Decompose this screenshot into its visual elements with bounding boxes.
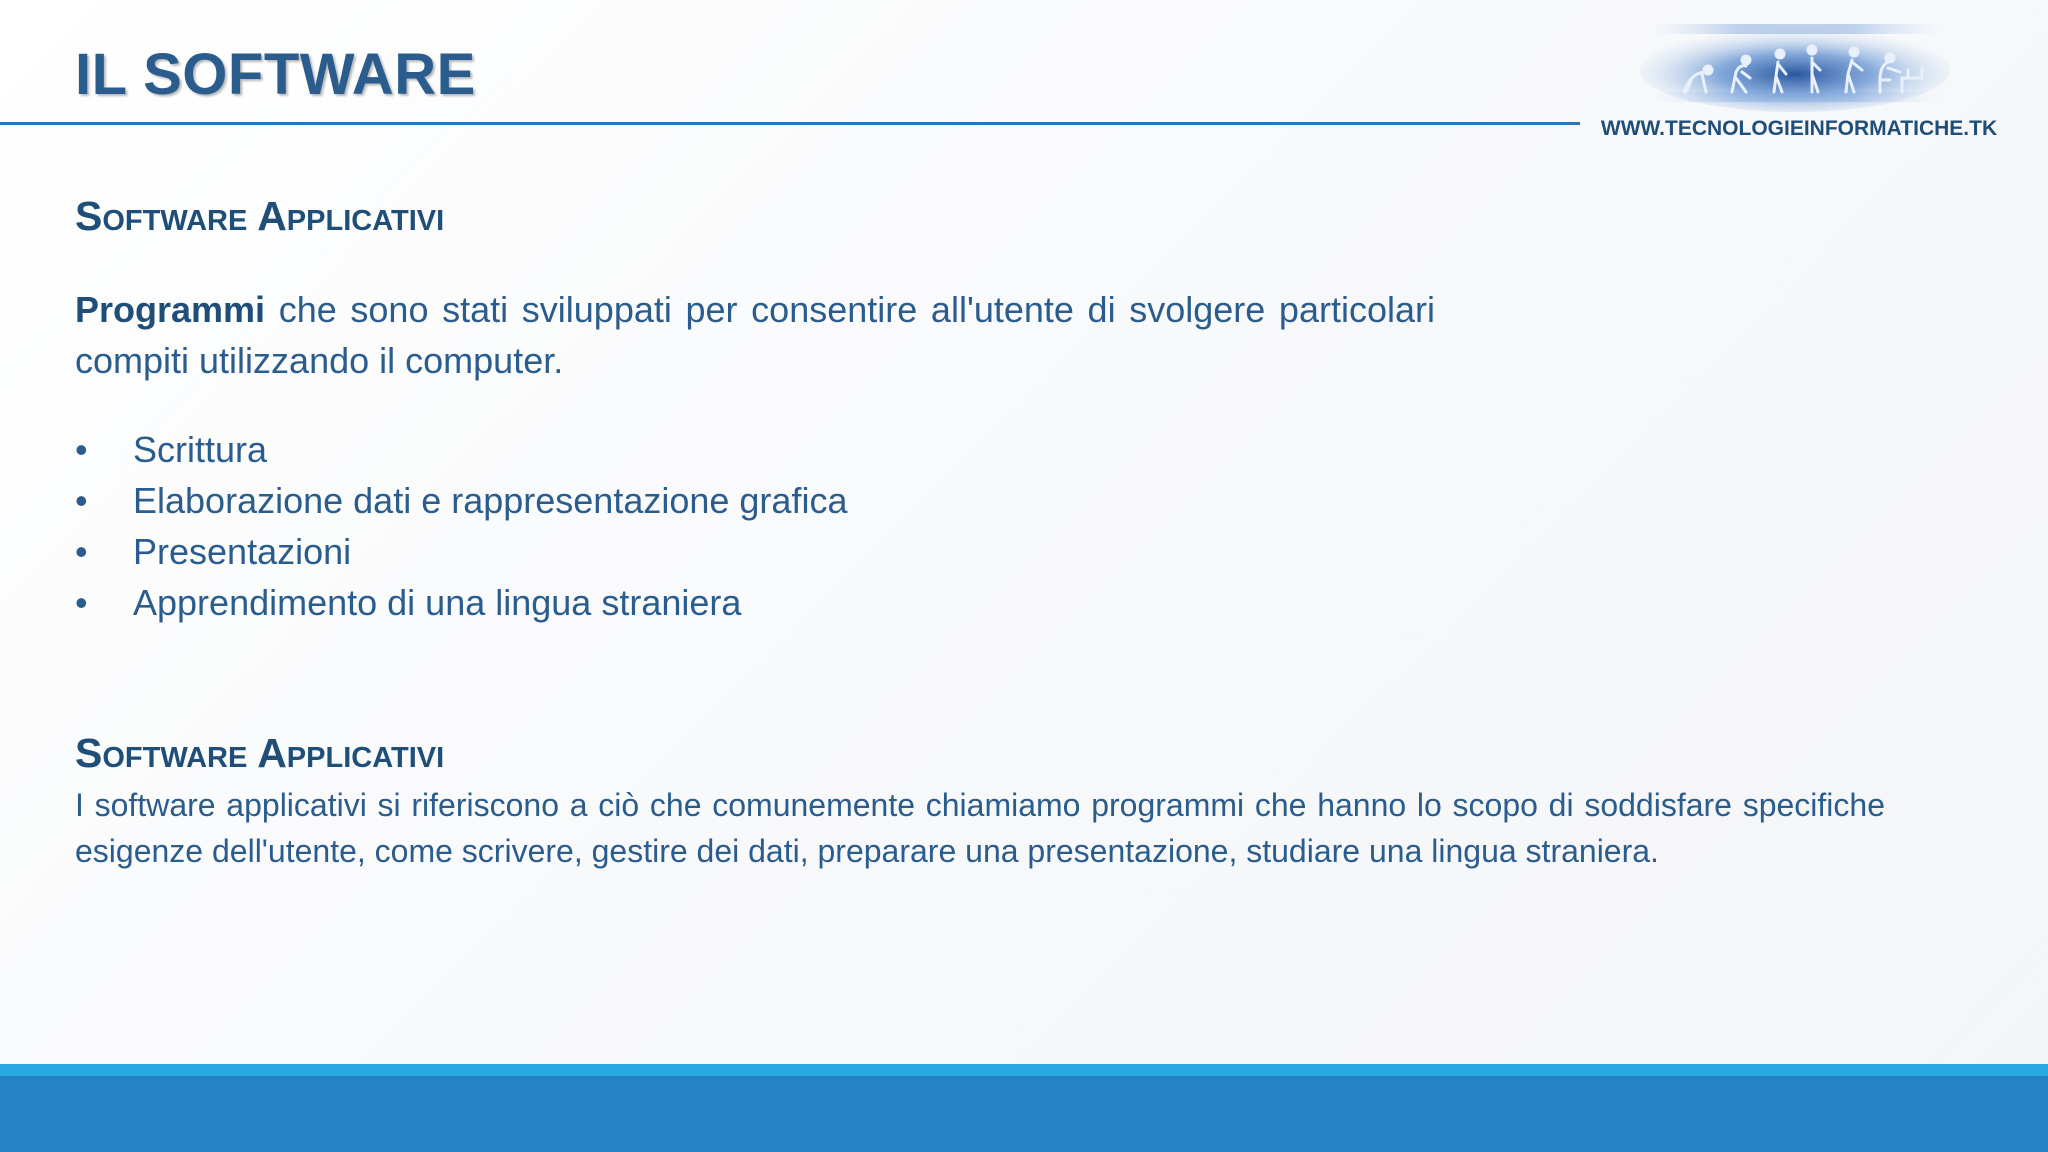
slide-title: IL SOFTWARE	[75, 42, 476, 107]
description-paragraph: I software applicativi si riferiscono a ciò che comunemente chiamiamo programmi che hanno lo scopo di soddisfare specifiche esigenze dell'utente, come scrivere, gestire dei dati, preparare una presentazione, studiare una lingua straniera.	[75, 787, 1885, 869]
bullet-icon: •	[75, 531, 88, 572]
list-item-text: Scrittura	[133, 429, 268, 470]
intro-paragraph	[75, 284, 1435, 386]
list-item	[75, 526, 847, 577]
list-item	[75, 475, 847, 526]
list-item-text: Apprendimento di una lingua straniera	[133, 582, 742, 623]
evolution-to-computer-logo	[1640, 12, 1950, 112]
list-item	[75, 424, 847, 475]
bullet-icon: •	[75, 480, 88, 521]
site-url[interactable]: WWW.TECNOLOGIEINFORMATICHE.TK	[1600, 117, 1998, 140]
footer-bar	[0, 1076, 2048, 1152]
section-heading-2: Software Applicativi	[75, 730, 445, 776]
intro-text: che sono stati sviluppati per consentire all'utente di svolgere particolari compiti utilizzando il computer.	[75, 289, 1435, 381]
bullet-icon: •	[75, 429, 88, 470]
bullet-icon: •	[75, 582, 88, 623]
list-item-text: Presentazioni	[133, 531, 352, 572]
list-item	[75, 577, 847, 628]
section-heading-1: Software Applicativi	[75, 193, 445, 239]
list-item-text: Elaborazione dati e rappresentazione grafica	[133, 480, 848, 521]
title-divider	[0, 122, 1580, 125]
footer-accent-stripe	[0, 1064, 2048, 1076]
application-list	[75, 424, 847, 628]
intro-bold-term: Programmi	[75, 289, 266, 330]
